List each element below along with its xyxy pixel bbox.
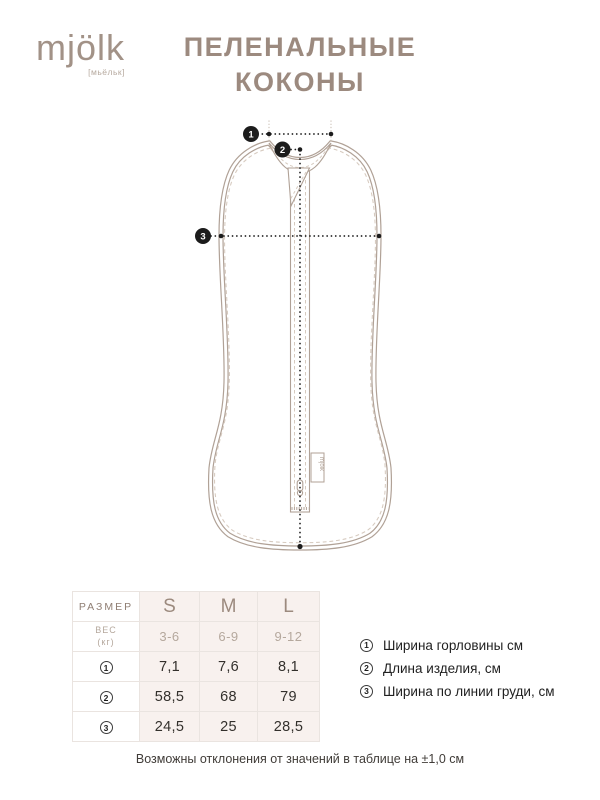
table-row-measure-2 bbox=[73, 682, 320, 712]
value-3-l: 28,5 bbox=[258, 712, 320, 742]
legend-item-3 bbox=[360, 683, 555, 699]
value-1-s: 7,1 bbox=[140, 652, 200, 682]
circled-2-icon: 2 bbox=[100, 691, 113, 704]
measurement-legend bbox=[360, 637, 555, 706]
value-3-s: 24,5 bbox=[140, 712, 200, 742]
value-1-l: 8,1 bbox=[258, 652, 320, 682]
size-header-label: РАЗМЕР bbox=[73, 592, 140, 622]
legend-item-2 bbox=[360, 660, 555, 676]
marker-3-number: 3 bbox=[200, 231, 206, 243]
weight-l: 9-12 bbox=[258, 622, 320, 652]
table-row-weight bbox=[73, 622, 320, 652]
legend-circled-3-icon: 3 bbox=[360, 685, 373, 698]
size-l: L bbox=[258, 592, 320, 622]
marker-1-number: 1 bbox=[248, 129, 254, 141]
page-title-line2: КОКОНЫ bbox=[235, 67, 365, 98]
page-title-line1: ПЕЛЕНАЛЬНЫЕ bbox=[183, 32, 417, 62]
brand-wordmark: mjölk bbox=[36, 27, 126, 68]
row-1-marker bbox=[73, 652, 140, 682]
brand-tag-label: mjölk bbox=[318, 457, 324, 472]
value-2-m: 68 bbox=[200, 682, 258, 712]
row-3-marker bbox=[73, 712, 140, 742]
brand-tag bbox=[311, 453, 324, 482]
brand-transcription: [мьёльк] bbox=[88, 67, 126, 77]
weight-s: 3-6 bbox=[140, 622, 200, 652]
legend-label-1: Ширина горловины см bbox=[383, 637, 524, 653]
circled-1-icon: 1 bbox=[100, 661, 113, 674]
legend-label-3: Ширина по линии груди, см bbox=[383, 683, 555, 699]
size-m: M bbox=[200, 592, 258, 622]
page-title bbox=[0, 27, 600, 100]
size-s: S bbox=[140, 592, 200, 622]
value-2-s: 58,5 bbox=[140, 682, 200, 712]
circled-3-icon: 3 bbox=[100, 721, 113, 734]
legend-item-1 bbox=[360, 637, 555, 653]
legend-circled-2-icon: 2 bbox=[360, 662, 373, 675]
weight-label: ВЕС (кг) bbox=[73, 622, 140, 652]
table-row-sizes bbox=[73, 592, 320, 622]
value-1-m: 7,6 bbox=[200, 652, 258, 682]
marker-2-number: 2 bbox=[279, 144, 286, 156]
value-2-l: 79 bbox=[258, 682, 320, 712]
size-table bbox=[72, 591, 320, 742]
legend-circled-1-icon: 1 bbox=[360, 639, 373, 652]
cocoon-diagram bbox=[0, 110, 600, 590]
legend-label-2: Длина изделия, см bbox=[383, 660, 501, 676]
tolerance-footnote: Возможны отклонения от значений в таблице на ±1,0 см bbox=[135, 752, 465, 766]
measurement-1 bbox=[243, 121, 333, 142]
table-row-measure-3 bbox=[73, 712, 320, 742]
weight-m: 6-9 bbox=[200, 622, 258, 652]
row-2-marker bbox=[73, 682, 140, 712]
value-3-m: 25 bbox=[200, 712, 258, 742]
table-row-measure-1 bbox=[73, 652, 320, 682]
